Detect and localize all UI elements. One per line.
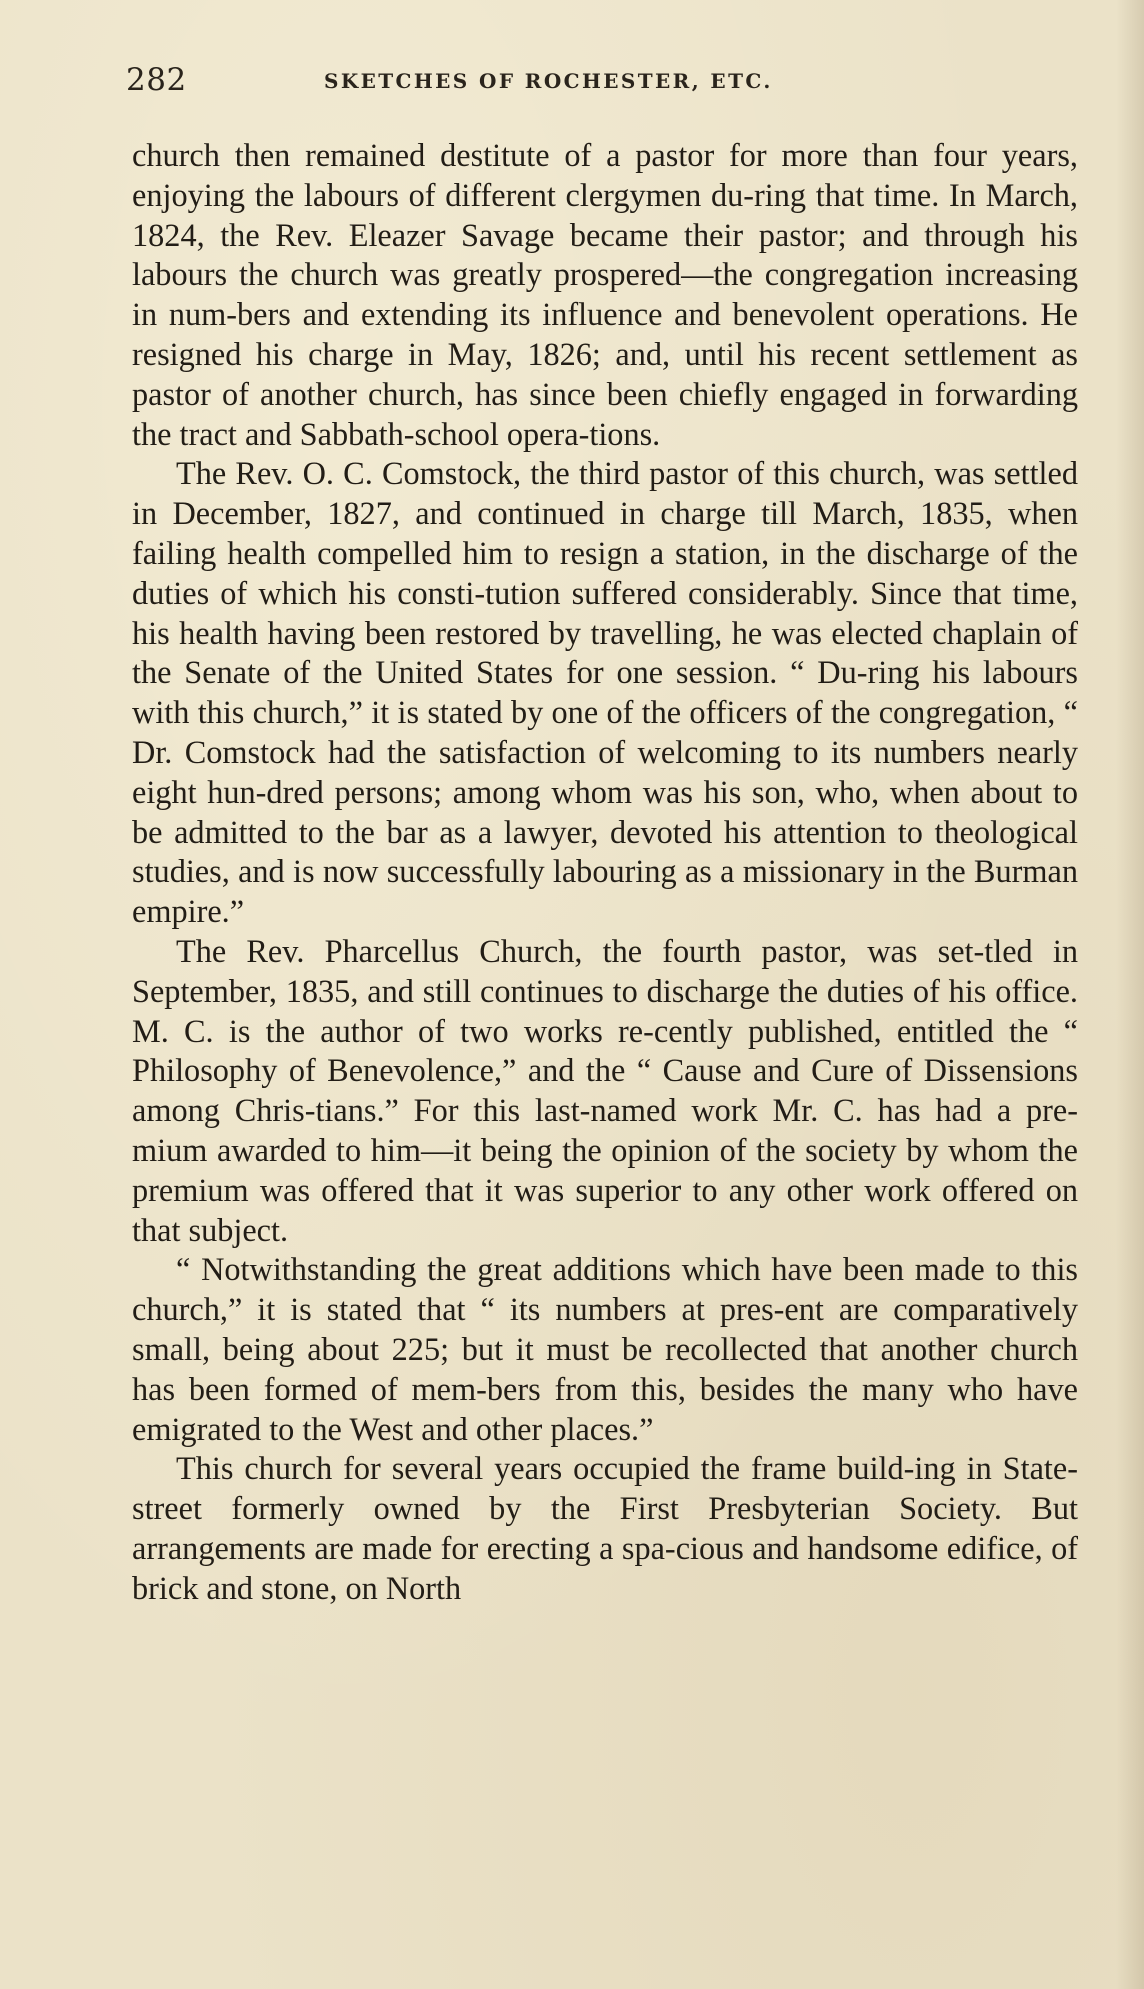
paragraph-3: The Rev. Pharcellus Church, the fourth pastor, was set-tled in September, 1835, and still continues to discharge the duties of his office. M. C. is the author of two works re-cently published, entitled the “ Philosophy of Benevolence,” and the “ Cause and Cure of Dissensions among Chris-tians.” For this last-named work Mr. C. has had a pre-mium awarded to him—it being the opinion of the society by whom the premium was offered that it was superior to any other work offered on that subject. [132,932,1078,1248]
paragraph-1: church then remained destitute of a pastor for more than four years, enjoying the labours of different clergymen du-ring that time. In March, 1824, the Rev. Eleazer Savage became their pastor; and through his labours the church was greatly prospered—the congregation increasing in num-bers and extending its influence and benevolent operations. He resigned his charge in May, 1826; and, until his recent settlement as pastor of another church, has since been chiefly engaged in forwarding the tract and Sabbath-school opera-tions. [132,137,1078,452]
paragraph-5: This church for several years occupied the frame build-ing in State-street formerly owned by the First Presbyterian Society. But arrangements are made for erecting a spa-cious and handsome edifice, of brick and stone, on North [132,1450,1078,1606]
page-number: 282 [126,62,187,98]
body-text [132,136,1078,1608]
running-title: SKETCHES OF ROCHESTER, ETC. [324,69,773,93]
page-header [126,62,1026,102]
paragraph-2: The Rev. O. C. Comstock, the third pastor of this church, was settled in December, 1827, and continued in charge till March, 1835, when failing health compelled him to resign a station, in the discharge of the duties of which his consti-tution suffered considerably. Since that time, his health having been restored by travelling, he was elected chaplain of the Senate of the United States for one session. “ Du-ring his labours with this church,” it is stated by one of the officers of the congregation, “ Dr. Comstock had the satisfaction of welcoming to its numbers nearly eight hun-dred persons; among whom was his son, who, when about to be admitted to the bar as a lawyer, devoted his attention to theological studies, and is now successfully labouring as a missionary in the Burman empire.” [132,455,1078,930]
page-edge-shadow [1116,0,1144,1989]
paragraph-4: “ Notwithstanding the great additions which have been made to this church,” it is stated that “ its numbers at pres-ent are comparatively small, being about 225; but it must be recollected that another church has been formed of mem-bers from this, besides the many who have emigrated to the West and other places.” [132,1251,1078,1447]
